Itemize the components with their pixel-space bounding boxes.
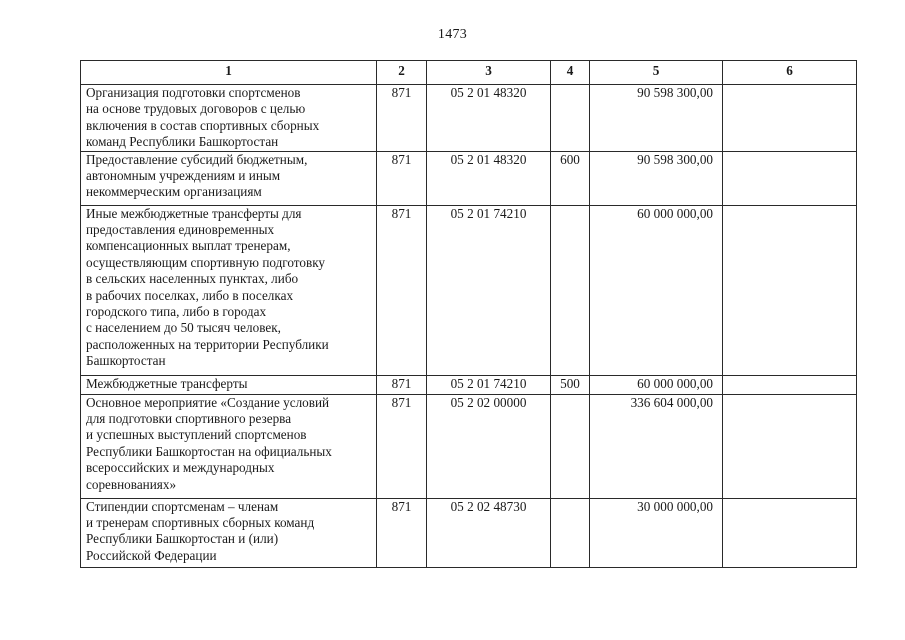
page-number: 1473 (437, 27, 468, 42)
row-name-text: Стипендии спортсменам – членам и тренерам спортивных сборных команд Республики Башкортостан и (или) Российской Федерации (86, 498, 315, 563)
cell-extra (723, 85, 857, 152)
table-header-row (81, 61, 857, 85)
table-row (81, 375, 857, 394)
cell-expense-type (551, 394, 590, 498)
cell-sum: 336 604 000,00 (590, 394, 723, 498)
table-row (81, 394, 857, 498)
cell-code: 871 (377, 375, 427, 394)
cell-sum: 30 000 000,00 (590, 498, 723, 567)
header-col-1: 1 (81, 61, 377, 85)
header-col-6: 6 (723, 61, 857, 85)
cell-code: 871 (377, 205, 427, 375)
cell-code: 871 (377, 85, 427, 152)
header-col-3: 3 (427, 61, 551, 85)
cell-sum: 60 000 000,00 (590, 205, 723, 375)
cell-extra (723, 498, 857, 567)
cell-target-article: 05 2 01 74210 (427, 205, 551, 375)
row-name-text: Основное мероприятие «Создание условий для подготовки спортивного резерва и успешных выступлений спортсменов Республики Башкортостан на официальных всероссийских и международных соревнованиях» (86, 394, 332, 492)
cell-name (81, 498, 377, 567)
cell-code: 871 (377, 151, 427, 205)
cell-target-article: 05 2 01 48320 (427, 151, 551, 205)
cell-sum: 90 598 300,00 (590, 151, 723, 205)
table-row (81, 498, 857, 567)
cell-code: 871 (377, 498, 427, 567)
cell-extra (723, 375, 857, 394)
cell-name (81, 394, 377, 498)
row-name-text: Организация подготовки спортсменов на основе трудовых договоров с целью включения в состав спортивных сборных команд Республики Башкортостан (86, 85, 320, 150)
cell-name (81, 151, 377, 205)
row-name-text: Предоставление субсидий бюджетным, автономным учреждениям и иным некоммерческим организациям (86, 151, 308, 200)
cell-target-article: 05 2 01 74210 (427, 375, 551, 394)
cell-extra (723, 394, 857, 498)
header-col-5: 5 (590, 61, 723, 85)
cell-code: 871 (377, 394, 427, 498)
cell-expense-type: 600 (551, 151, 590, 205)
cell-sum: 90 598 300,00 (590, 85, 723, 152)
cell-expense-type (551, 85, 590, 152)
cell-expense-type (551, 498, 590, 567)
table-row (81, 85, 857, 152)
cell-name (81, 85, 377, 152)
cell-expense-type: 500 (551, 375, 590, 394)
table-row (81, 205, 857, 375)
cell-target-article: 05 2 01 48320 (427, 85, 551, 152)
cell-extra (723, 151, 857, 205)
header-col-4: 4 (551, 61, 590, 85)
cell-sum: 60 000 000,00 (590, 375, 723, 394)
cell-name (81, 205, 377, 375)
row-name-text: Иные межбюджетные трансферты для предоставления единовременных компенсационных выплат тренерам, осуществляющим спортивную подготовку в сельских населенных пунктах, либо в рабочих поселках, либо в поселках городского типа, либо в городах с населением до 50 тысяч человек, расположенных на территории Республики Башкортостан (86, 205, 329, 369)
header-col-2: 2 (377, 61, 427, 85)
table-row (81, 151, 857, 205)
cell-name (81, 375, 377, 394)
cell-expense-type (551, 205, 590, 375)
cell-extra (723, 205, 857, 375)
cell-target-article: 05 2 02 48730 (427, 498, 551, 567)
row-name-text: Межбюджетные трансферты (86, 375, 248, 391)
cell-target-article: 05 2 02 00000 (427, 394, 551, 498)
budget-table (80, 60, 857, 568)
